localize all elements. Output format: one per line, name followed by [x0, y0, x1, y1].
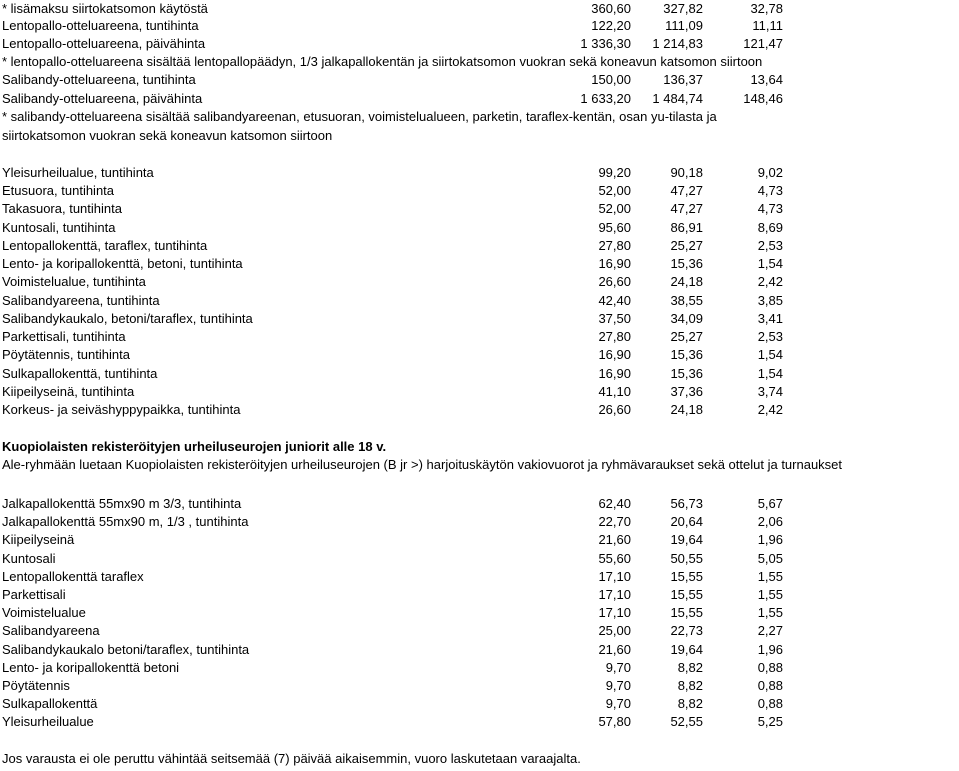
price-vat: 4,73 — [757, 183, 783, 199]
row-label: Salibandykaukalo betoni/taraflex, tuntihinta — [2, 641, 250, 657]
price-net: 136,37 — [663, 72, 703, 87]
price-vat: 1,96 — [757, 641, 783, 657]
price-total: 52,00 — [598, 201, 631, 217]
price-row — [0, 586, 959, 604]
row-label: Jalkapallokenttä 55mx90 m 3/3, tuntihinta — [2, 496, 242, 511]
price-total: 9,70 — [605, 696, 631, 712]
row-label: Salibandykaukalo, betoni/taraflex, tuntihinta — [2, 310, 253, 326]
price-vat: 1,54 — [757, 365, 783, 381]
price-row — [0, 182, 959, 200]
note-text: * salibandy-otteluareena sisältää salibandyareenan, etusuoran, voimistelualueen, parketin, taraflex-kentän, osan yu-tilasta ja — [2, 109, 717, 124]
price-vat: 3,41 — [757, 310, 783, 326]
row-label: Salibandyareena, tuntihinta — [2, 292, 160, 308]
price-row — [0, 641, 959, 659]
price-net: 8,82 — [677, 659, 703, 675]
price-net: 86,91 — [670, 219, 703, 235]
price-net: 19,64 — [670, 641, 703, 657]
price-vat: 13,64 — [750, 72, 783, 87]
row-label: Yleisurheilualue — [2, 714, 94, 730]
price-total: 122,20 — [591, 18, 631, 33]
price-vat: 1,55 — [757, 568, 783, 584]
row-label: Takasuora, tuntihinta — [2, 201, 122, 217]
price-net: 15,55 — [670, 587, 703, 602]
price-total: 27,80 — [598, 329, 631, 345]
price-net: 22,73 — [670, 623, 703, 639]
price-total: 1 633,20 — [580, 91, 631, 106]
note-text: siirtokatsomon vuokran sekä koneavun katsomon siirtoon — [2, 128, 333, 143]
price-net: 19,64 — [670, 532, 703, 548]
price-total: 27,80 — [598, 237, 631, 253]
price-row — [0, 659, 959, 677]
price-row — [0, 713, 959, 731]
row-label: Voimistelualue — [2, 605, 86, 621]
price-net: 50,55 — [670, 550, 703, 566]
row-label: Parkettisali, tuntihinta — [2, 329, 126, 345]
price-vat: 1,54 — [757, 347, 783, 363]
price-vat: 0,88 — [757, 678, 783, 693]
price-vat: 0,88 — [757, 696, 783, 712]
price-net: 15,36 — [670, 256, 703, 272]
section-description: Ale-ryhmään luetaan Kuopiolaisten rekisteröityjen urheiluseurojen (B jr >) harjoituskäytön vakiovuorot ja ryhmävaraukset sekä ottelut ja turnaukset — [2, 457, 843, 472]
price-net: 47,27 — [670, 183, 703, 199]
price-total: 9,70 — [605, 678, 631, 693]
row-label: Lento- ja koripallokenttä, betoni, tuntihinta — [2, 256, 243, 272]
price-row — [0, 622, 959, 640]
row-label: Lentopallokenttä taraflex — [2, 568, 144, 584]
price-total: 1 336,30 — [580, 36, 631, 51]
price-row — [0, 310, 959, 328]
row-label: Lentopallokenttä, taraflex, tuntihinta — [2, 237, 208, 253]
note-row — [0, 53, 959, 71]
row-label: Pöytätennis, tuntihinta — [2, 347, 130, 363]
price-row — [0, 604, 959, 622]
price-vat: 5,25 — [757, 714, 783, 730]
price-row — [0, 90, 959, 108]
row-label: Voimistelualue, tuntihinta — [2, 274, 146, 290]
price-row — [0, 365, 959, 383]
row-label: Salibandy-otteluareena, päivähinta — [2, 91, 203, 106]
price-net: 15,36 — [670, 347, 703, 363]
section-heading: Kuopiolaisten rekisteröityjen urheiluseurojen juniorit alle 18 v. — [2, 439, 387, 454]
price-vat: 11,11 — [752, 18, 783, 33]
row-label: Kuntosali, tuntihinta — [2, 219, 116, 235]
price-row — [0, 17, 959, 35]
row-label: Kuntosali — [2, 550, 56, 566]
price-vat: 1,54 — [757, 256, 783, 272]
row-label: Sulkapallokenttä, tuntihinta — [2, 365, 158, 381]
price-vat: 5,05 — [757, 550, 783, 566]
price-row — [0, 273, 959, 291]
price-total: 55,60 — [598, 550, 631, 566]
price-total: 26,60 — [598, 274, 631, 290]
price-net: 15,55 — [670, 605, 703, 621]
row-label: Parkettisali — [2, 587, 66, 602]
price-row — [0, 292, 959, 310]
price-net: 25,27 — [670, 329, 703, 345]
price-row — [0, 35, 959, 53]
price-vat: 8,69 — [757, 219, 783, 235]
price-total: 52,00 — [598, 183, 631, 199]
price-total: 21,60 — [598, 532, 631, 548]
row-label: Kiipeilyseinä, tuntihinta — [2, 383, 135, 399]
row-label: Salibandyareena — [2, 623, 100, 639]
price-total: 95,60 — [598, 219, 631, 235]
price-total: 17,10 — [598, 568, 631, 584]
price-vat: 148,46 — [743, 91, 783, 106]
price-net: 38,55 — [670, 292, 703, 308]
price-row — [0, 346, 959, 364]
price-total: 62,40 — [598, 496, 631, 511]
price-row — [0, 513, 959, 531]
price-net: 327,82 — [663, 1, 703, 16]
price-net: 24,18 — [670, 274, 703, 290]
price-row — [0, 164, 959, 182]
price-total: 25,00 — [598, 623, 631, 639]
price-vat: 2,53 — [757, 237, 783, 253]
row-label: Jalkapallokenttä 55mx90 m, 1/3 , tuntihinta — [2, 514, 249, 530]
price-total: 16,90 — [598, 365, 631, 381]
price-net: 20,64 — [670, 514, 703, 530]
price-total: 360,60 — [591, 1, 631, 16]
price-net: 15,55 — [670, 568, 703, 584]
price-net: 37,36 — [670, 383, 703, 399]
price-vat: 1,55 — [757, 605, 783, 621]
price-row — [0, 219, 959, 237]
price-row — [0, 495, 959, 513]
price-net: 90,18 — [670, 165, 703, 180]
row-label: Salibandy-otteluareena, tuntihinta — [2, 72, 196, 87]
price-total: 150,00 — [591, 72, 631, 87]
price-net: 56,73 — [670, 496, 703, 511]
row-label: * lentopallo-otteluareena sisältää lentopallopäädyn, 1/3 jalkapallokentän ja siirtokatsomon vuokran sekä koneavun katsomon siirtoon — [2, 54, 763, 69]
price-vat: 32,78 — [750, 1, 783, 16]
price-net: 1 484,74 — [652, 91, 703, 106]
price-vat: 1,55 — [757, 587, 783, 602]
price-vat: 121,47 — [743, 36, 783, 51]
row-label: Sulkapallokenttä — [2, 696, 98, 712]
price-row — [0, 328, 959, 346]
price-vat: 2,42 — [757, 401, 783, 417]
price-vat: 2,53 — [757, 329, 783, 345]
price-net: 8,82 — [677, 678, 703, 693]
row-label: Etusuora, tuntihinta — [2, 183, 115, 199]
price-total: 16,90 — [598, 256, 631, 272]
price-net: 47,27 — [670, 201, 703, 217]
price-total: 26,60 — [598, 401, 631, 417]
price-row — [0, 383, 959, 401]
price-vat: 1,96 — [757, 532, 783, 548]
price-total: 17,10 — [598, 605, 631, 621]
price-row — [0, 531, 959, 549]
row-label: Lento- ja koripallokenttä betoni — [2, 659, 180, 675]
row-label: Korkeus- ja seiväshyppypaikka, tuntihinta — [2, 401, 241, 417]
price-net: 15,36 — [670, 365, 703, 381]
row-label: Lentopallo-otteluareena, päivähinta — [2, 36, 206, 51]
price-net: 25,27 — [670, 237, 703, 253]
price-net: 1 214,83 — [652, 36, 703, 51]
price-row — [0, 71, 959, 89]
price-vat: 3,85 — [757, 292, 783, 308]
price-total: 16,90 — [598, 347, 631, 363]
row-label: Yleisurheilualue, tuntihinta — [2, 165, 154, 180]
price-vat: 2,27 — [757, 623, 783, 639]
price-row — [0, 677, 959, 695]
price-total: 9,70 — [605, 659, 631, 675]
price-vat: 2,42 — [757, 274, 783, 290]
price-total: 57,80 — [598, 714, 631, 730]
price-vat: 4,73 — [757, 201, 783, 217]
price-vat: 3,74 — [757, 383, 783, 399]
price-row — [0, 0, 959, 18]
price-total: 22,70 — [598, 514, 631, 530]
price-total: 21,60 — [598, 641, 631, 657]
price-net: 111,09 — [665, 18, 703, 33]
price-vat: 5,67 — [757, 496, 783, 511]
price-row — [0, 568, 959, 586]
price-net: 24,18 — [670, 401, 703, 417]
price-total: 17,10 — [598, 587, 631, 602]
row-label: Kiipeilyseinä — [2, 532, 75, 548]
price-row — [0, 255, 959, 273]
price-row — [0, 237, 959, 255]
price-vat: 0,88 — [757, 659, 783, 675]
price-row — [0, 695, 959, 713]
price-row — [0, 550, 959, 568]
price-row — [0, 401, 959, 419]
price-net: 52,55 — [670, 714, 703, 730]
price-net: 34,09 — [670, 310, 703, 326]
footer-note: Jos varausta ei ole peruttu vähintää seitsemää (7) päivää aikaisemmin, vuoro laskutetaan varaajalta. — [2, 751, 581, 766]
price-total: 37,50 — [598, 310, 631, 326]
price-total: 99,20 — [598, 165, 631, 180]
row-label: Pöytätennis — [2, 678, 70, 693]
price-vat: 9,02 — [757, 165, 783, 180]
row-label: Lentopallo-otteluareena, tuntihinta — [2, 18, 199, 33]
price-total: 42,40 — [598, 292, 631, 308]
price-row — [0, 200, 959, 218]
row-label: * lisämaksu siirtokatsomon käytöstä — [2, 1, 208, 16]
price-total: 41,10 — [598, 383, 631, 399]
price-vat: 2,06 — [757, 514, 783, 530]
price-net: 8,82 — [677, 696, 703, 712]
